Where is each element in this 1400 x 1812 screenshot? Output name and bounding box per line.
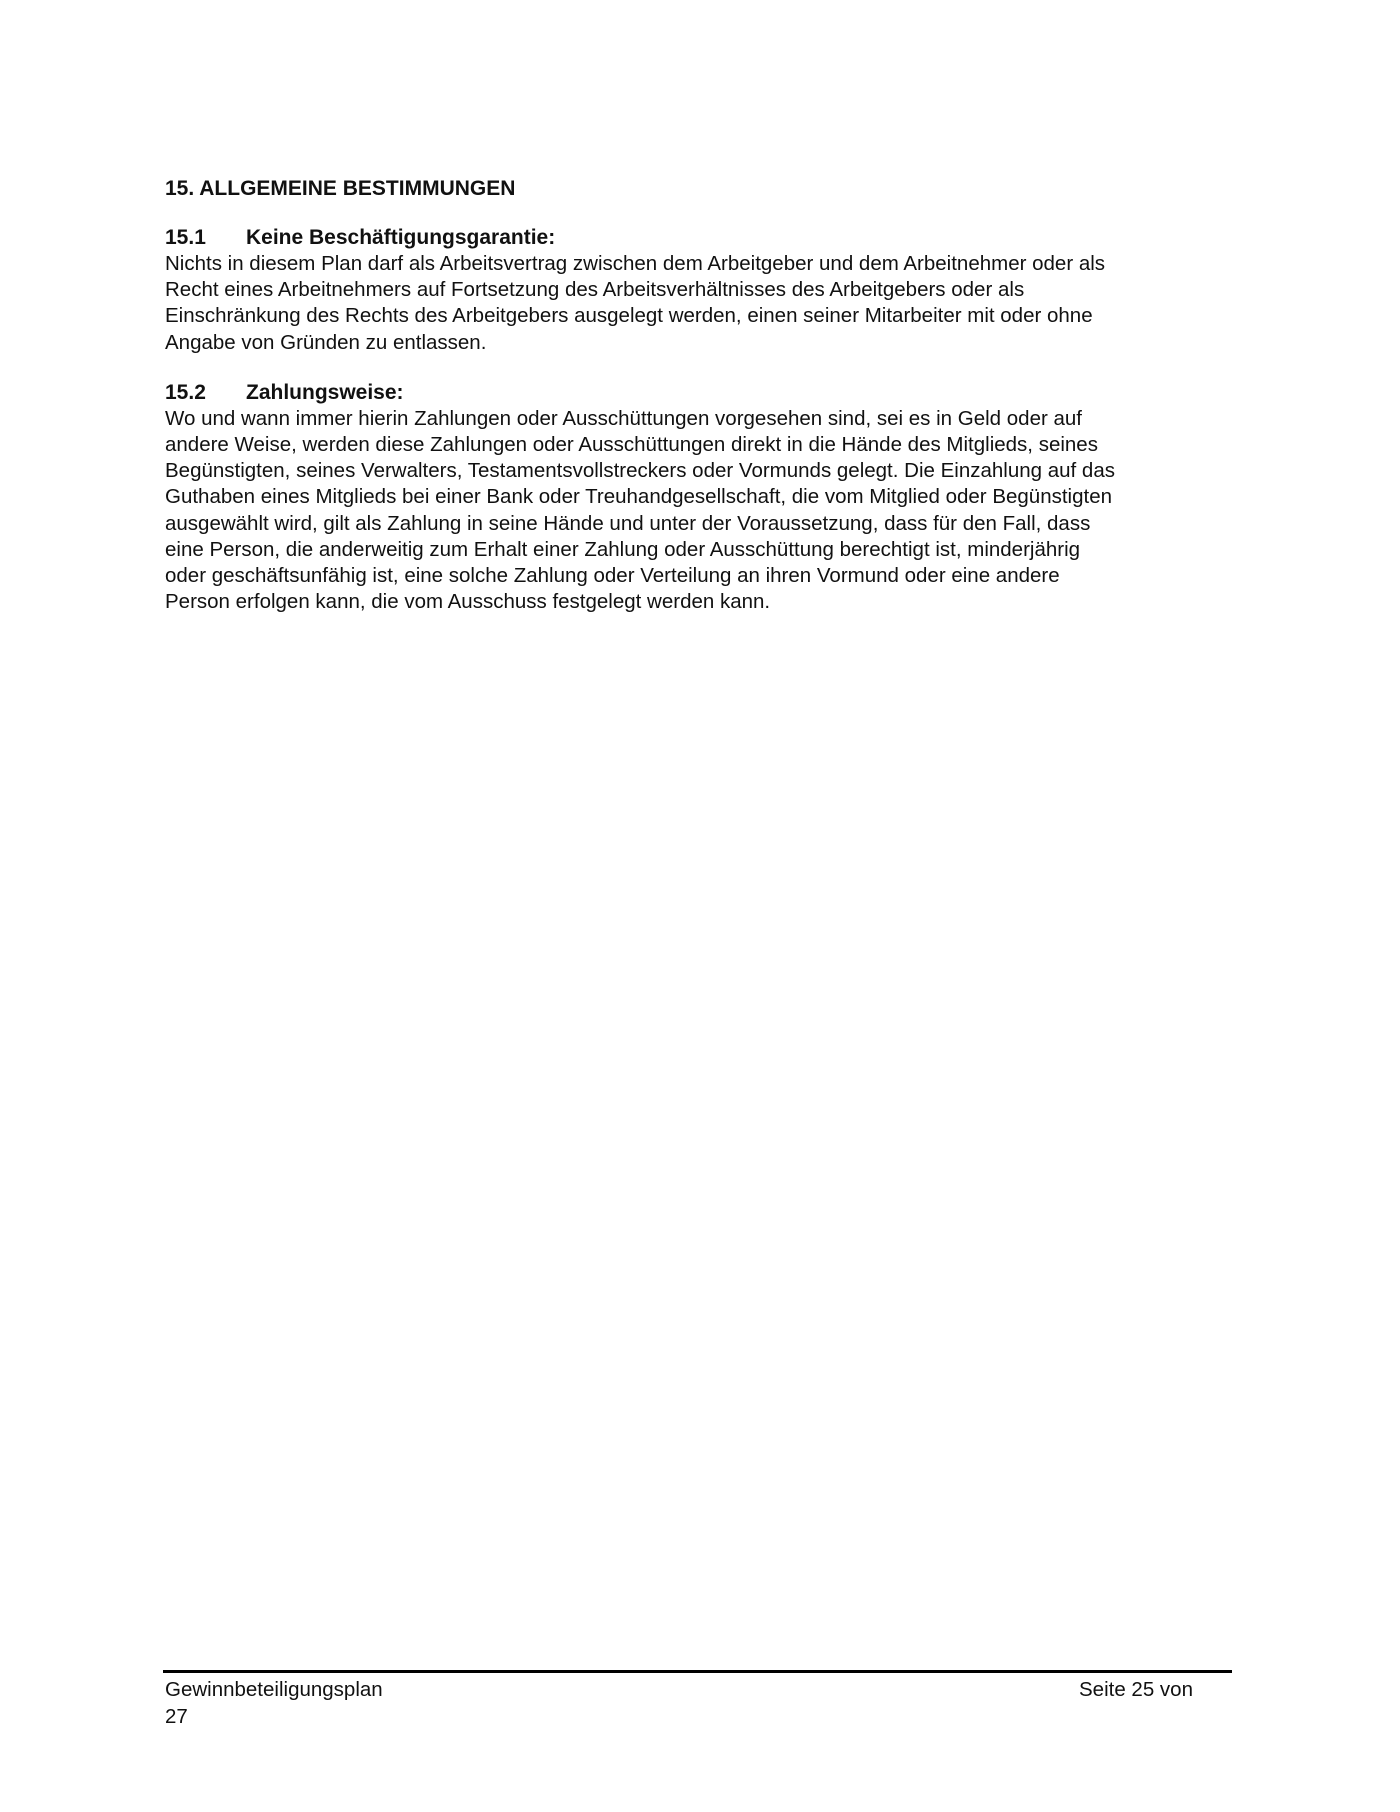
subsection-title: Zahlungsweise: — [246, 380, 404, 404]
text-line: Recht eines Arbeitnehmers auf Fortsetzung des Arbeitsverhältnisses des Arbeitgebers oder als — [165, 278, 1025, 302]
subsection-15-2 — [165, 380, 1245, 616]
text-line: Guthaben eines Mitglieds bei einer Bank oder Treuhandgesellschaft, die vom Mitglied oder Begünstigten — [165, 485, 1112, 509]
document-body — [165, 176, 1245, 639]
text-line: ausgewählt wird, gilt als Zahlung in seine Hände und unter der Voraussetzung, dass für den Fall, dass — [165, 511, 1091, 535]
text-line: andere Weise, werden diese Zahlungen oder Ausschüttungen direkt in die Hände des Mitglieds, seines — [165, 433, 1098, 457]
footer-document-name: Gewinnbeteiligungsplan — [165, 1678, 383, 1701]
footer-page-total: 27 — [165, 1705, 188, 1728]
text-line: Nichts in diesem Plan darf als Arbeitsvertrag zwischen dem Arbeitgeber und dem Arbeitnehmer oder als — [165, 252, 1106, 275]
subsection-15-1 — [165, 225, 1245, 356]
subsection-title: Keine Beschäftigungsgarantie: — [246, 226, 556, 249]
text-line: oder geschäftsunfähig ist, eine solche Zahlung oder Verteilung an ihren Vormund oder eine andere — [165, 564, 1060, 588]
footer-page-number: Seite 25 von — [1079, 1678, 1193, 1701]
subsection-number: 15.2 — [165, 380, 206, 404]
text-line: eine Person, die anderweitig zum Erhalt einer Zahlung oder Ausschüttung berechtigt ist, minderjährig — [165, 537, 1081, 561]
paragraph — [165, 251, 1245, 356]
subsection-heading — [165, 380, 1245, 406]
subsection-number: 15.1 — [165, 226, 206, 249]
text-line: Wo und wann immer hierin Zahlungen oder Ausschüttungen vorgesehen sind, sei es in Geld oder auf — [165, 406, 1082, 430]
footer-divider — [163, 1670, 1232, 1673]
text-line: Einschränkung des Rechts des Arbeitgebers ausgelegt werden, einen seiner Mitarbeiter mit oder ohne — [165, 304, 1093, 328]
section-title: 15. ALLGEMEINE BESTIMMUNGEN — [165, 177, 516, 200]
subsection-heading — [165, 225, 1245, 251]
text-line: Person erfolgen kann, die vom Ausschuss festgelegt werden kann. — [165, 590, 771, 614]
text-line: Begünstigten, seines Verwalters, Testamentsvollstreckers oder Vormunds gelegt. Die Einzahlung auf das — [165, 459, 1115, 483]
paragraph — [165, 406, 1245, 616]
text-line: Angabe von Gründen zu entlassen. — [165, 330, 487, 354]
